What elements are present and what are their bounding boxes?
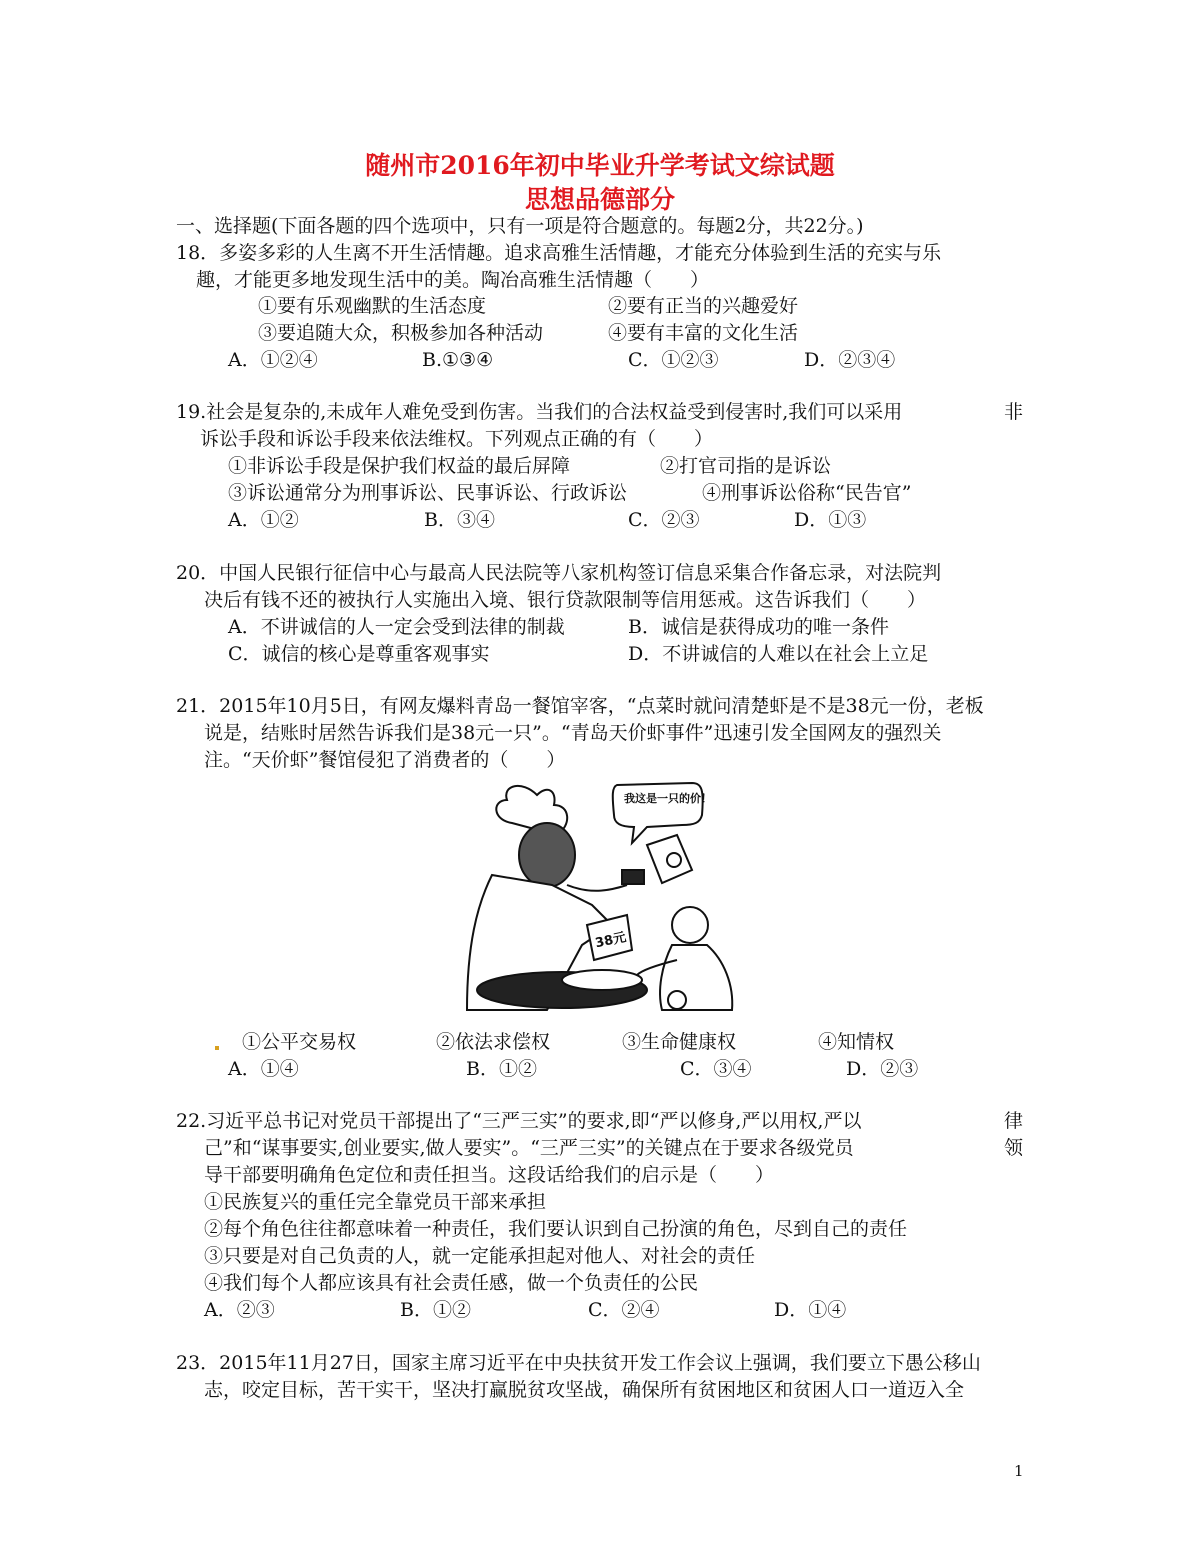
q23-stem-line1: 23．2015年11月27日，国家主席习近平在中央扶贫开发工作会议上强调，我们要立下愚公移山 [176, 1352, 981, 1374]
cartoon-bubble-text: 我这是一只的价！ [624, 792, 712, 805]
q22-statement-4: ④我们每个人都应该具有社会责任感，做一个负责任的公民 [204, 1272, 699, 1294]
q21-option-c: C．③④ [680, 1058, 752, 1080]
q19-stem-line1-end: 非 [1004, 401, 1024, 423]
page-number: 1 [1014, 1462, 1024, 1480]
q22-stem-line1-end: 律 [1004, 1110, 1024, 1132]
q18-statement-4: ④要有丰富的文化生活 [608, 322, 799, 344]
q21-stem-line1: 21．2015年10月5日，有网友爆料青岛一餐馆宰客，“点菜时就问清楚虾是不是38元一份，老板 [176, 695, 984, 717]
q19-option-c: C．②③ [628, 509, 700, 531]
stray-dot [215, 1046, 219, 1050]
q21-statement-4: ④知情权 [818, 1031, 895, 1053]
q21-statement-1: ①公平交易权 [242, 1031, 357, 1053]
q19-stem-line1: 19.社会是复杂的,未成年人难免受到伤害。当我们的合法权益受到侵害时,我们可以采用 [176, 401, 903, 423]
q19-stem-line2: 诉讼手段和诉讼手段来依法维权。下列观点正确的有（ ） [200, 428, 714, 450]
q22-statement-3: ③只要是对自己负责的人，就一定能承担起对他人、对社会的责任 [204, 1245, 756, 1267]
q18-option-d: D．②③④ [804, 349, 896, 371]
section-heading: 一、选择题(下面各题的四个选项中，只有一项是符合题意的。每题2分，共22分。) [176, 215, 864, 237]
q18-stem-line1: 18．多姿多彩的人生离不开生活情趣。追求高雅生活情趣，才能充分体验到生活的充实与乐 [176, 242, 942, 264]
q22-statement-1: ①民族复兴的重任完全靠党员干部来承担 [204, 1191, 547, 1213]
q22-option-b: B．①② [400, 1299, 471, 1321]
q22-stem-line3: 导干部要明确角色定位和责任担当。这段话给我们的启示是（ ） [204, 1164, 775, 1186]
q19-statement-4: ④刑事诉讼俗称“民告官” [702, 482, 912, 504]
q22-stem-line1: 22.习近平总书记对党员干部提出了“三严三实”的要求,即“严以修身,严以用权,严以 [176, 1110, 862, 1132]
overpriced-shrimp-cartoon [462, 775, 747, 1015]
exam-subtitle: 思想品德部分 [524, 185, 675, 214]
q19-statement-2: ②打官司指的是诉讼 [660, 455, 832, 477]
q18-statement-1: ①要有乐观幽默的生活态度 [258, 295, 487, 317]
q21-statement-2: ②依法求偿权 [436, 1031, 551, 1053]
q20-option-c: C．诚信的核心是尊重客观事实 [228, 643, 490, 665]
cartoon-price-tag: 38元 [594, 930, 628, 952]
q20-option-d: D．不讲诚信的人难以在社会上立足 [628, 643, 929, 665]
q22-stem-line2-end: 领 [1004, 1137, 1024, 1159]
q18-option-a: A．①②④ [228, 349, 318, 371]
q19-option-d: D．①③ [794, 509, 867, 531]
q22-option-a: A．②③ [204, 1299, 275, 1321]
q20-option-b: B．诚信是获得成功的唯一条件 [628, 616, 889, 638]
q19-statement-3: ③诉讼通常分为刑事诉讼、民事诉讼、行政诉讼 [228, 482, 628, 504]
q22-stem-line2: 己”和“谋事要实,创业要实,做人要实”。“三严三实”的关键点在于要求各级党员 [204, 1137, 854, 1159]
q21-statement-3: ③生命健康权 [622, 1031, 737, 1053]
q22-option-d: D．①④ [774, 1299, 847, 1321]
q21-stem-line2: 说是，结账时居然告诉我们是38元一只”。“青岛天价虾事件”迅速引发全国网友的强烈关 [204, 722, 942, 744]
q21-option-b: B．①② [466, 1058, 537, 1080]
q20-stem-line1: 20．中国人民银行征信中心与最高人民法院等八家机构签订信息采集合作备忘录，对法院判 [176, 562, 942, 584]
q22-option-c: C．②④ [588, 1299, 660, 1321]
q18-stem-line2: 趣，才能更多地发现生活中的美。陶冶高雅生活情趣（ ） [196, 269, 710, 291]
q21-option-a: A．①④ [228, 1058, 299, 1080]
q18-option-c: C．①②③ [628, 349, 719, 371]
q23-stem-line2: 志，咬定目标，苦干实干，坚决打赢脱贫攻坚战，确保所有贫困地区和贫困人口一道迈入全 [204, 1379, 965, 1401]
q20-option-a: A．不讲诚信的人一定会受到法律的制裁 [228, 616, 565, 638]
q19-option-b: B．③④ [424, 509, 495, 531]
exam-title: 随州市2016年初中毕业升学考试文综试题 [365, 151, 835, 180]
q18-option-b: B.①③④ [422, 349, 494, 371]
q21-stem-line3: 注。“天价虾”餐馆侵犯了消费者的（ ） [204, 749, 566, 771]
q19-option-a: A．①② [228, 509, 299, 531]
q22-statement-2: ②每个角色往往都意味着一种责任，我们要认识到自己扮演的角色，尽到自己的责任 [204, 1218, 908, 1240]
q20-stem-line2: 决后有钱不还的被执行人实施出入境、银行贷款限制等信用惩戒。这告诉我们（ ） [204, 589, 927, 611]
q21-option-d: D．②③ [846, 1058, 919, 1080]
q18-statement-3: ③要追随大众，积极参加各种活动 [258, 322, 544, 344]
q18-statement-2: ②要有正当的兴趣爱好 [608, 295, 799, 317]
q19-statement-1: ①非诉讼手段是保护我们权益的最后屏障 [228, 455, 571, 477]
